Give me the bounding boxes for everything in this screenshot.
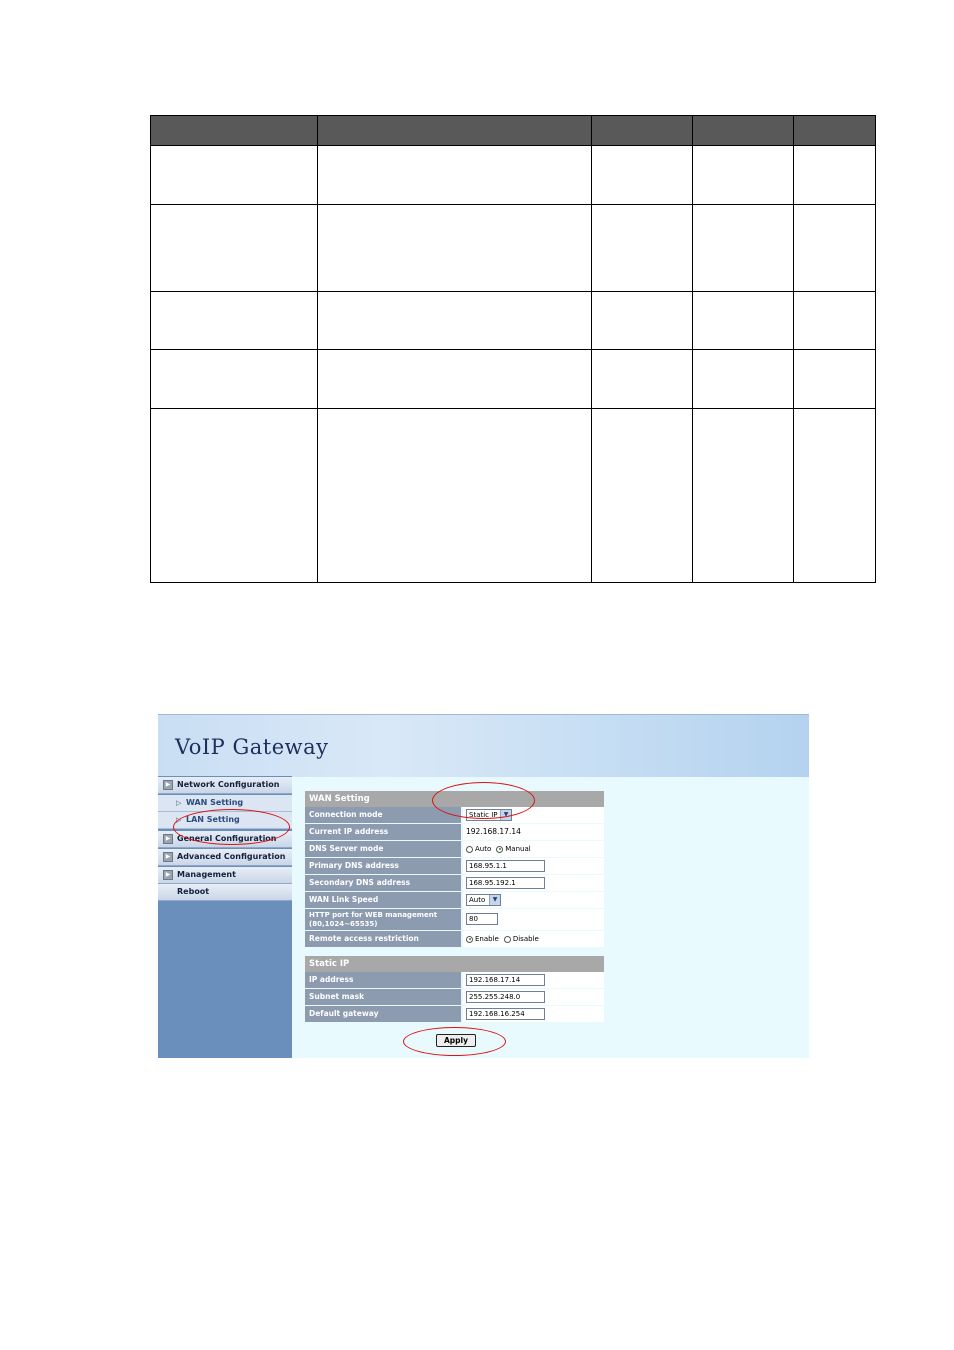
primary-dns-input[interactable]: 168.95.1.1 [466, 860, 545, 872]
static-ip-title: Static IP [305, 956, 604, 972]
current-ip-row [305, 824, 604, 841]
default-gateway-input[interactable]: 192.168.16.254 [466, 1008, 545, 1020]
static-ip-panel [305, 956, 604, 1023]
table-row [151, 205, 876, 292]
table-header-cell [318, 116, 592, 146]
connection-mode-label: Connection mode [305, 807, 461, 823]
secondary-dns-row [305, 875, 604, 892]
table-row [151, 292, 876, 350]
sidebar-item-label: Network Configuration [177, 780, 280, 789]
table-row [151, 146, 876, 205]
secondary-dns-input[interactable]: 168.95.192.1 [466, 877, 545, 889]
link-speed-select[interactable] [466, 894, 501, 906]
link-speed-cell [463, 892, 604, 908]
sidebar-item-label: Management [177, 870, 236, 879]
table-row [151, 409, 876, 583]
document-table [150, 115, 876, 583]
sidebar-item-network-configuration[interactable] [158, 777, 292, 794]
table-header-cell [794, 116, 876, 146]
remote-disable-radio[interactable] [504, 936, 511, 943]
secondary-dns-cell [463, 875, 604, 891]
sidebar-item-label: Advanced Configuration [177, 852, 286, 861]
voip-gateway-screenshot [158, 714, 809, 1058]
link-speed-label: WAN Link Speed [305, 892, 461, 908]
secondary-dns-label: Secondary DNS address [305, 875, 461, 891]
remote-access-cell [463, 931, 604, 947]
expand-arrow-icon: ▶ [163, 852, 173, 862]
chevron-down-icon: ▼ [500, 810, 511, 820]
highlight-ellipse [173, 809, 290, 845]
current-ip-value: 192.168.17.14 [463, 824, 604, 840]
sidebar-item-label: WAN Setting [186, 798, 244, 807]
default-gateway-cell [463, 1006, 604, 1022]
remote-enable-label: Enable [475, 935, 499, 943]
subnet-mask-label: Subnet mask [305, 989, 461, 1005]
apply-button[interactable]: Apply [436, 1034, 476, 1047]
dns-auto-radio[interactable] [466, 846, 473, 853]
default-gateway-row [305, 1006, 604, 1023]
banner [158, 714, 809, 777]
highlight-ellipse [432, 782, 535, 819]
dns-auto-label: Auto [475, 845, 492, 853]
dns-mode-cell [463, 841, 604, 857]
ip-address-input[interactable]: 192.168.17.14 [466, 974, 545, 986]
http-port-row [305, 909, 604, 931]
expand-arrow-icon: ▶ [163, 780, 173, 790]
connection-mode-value: Static IP [469, 811, 498, 819]
primary-dns-cell [463, 858, 604, 874]
ip-address-row [305, 972, 604, 989]
table-header-cell [151, 116, 318, 146]
http-port-cell [463, 909, 604, 930]
dns-manual-radio[interactable] [496, 846, 503, 853]
sidebar-item-label: General Configuration [177, 834, 277, 843]
sidebar-item-reboot[interactable] [158, 884, 292, 901]
expand-arrow-icon: ▶ [163, 834, 173, 844]
sidebar-item-management[interactable] [158, 867, 292, 884]
subnet-mask-cell [463, 989, 604, 1005]
subnet-mask-input[interactable]: 255.255.248.0 [466, 991, 545, 1003]
wan-setting-title: WAN Setting [305, 791, 604, 807]
expand-arrow-icon: ▶ [163, 870, 173, 880]
link-speed-row [305, 892, 604, 909]
dns-mode-row [305, 841, 604, 858]
remote-enable-radio[interactable] [466, 936, 473, 943]
current-ip-label: Current IP address [305, 824, 461, 840]
ip-address-cell [463, 972, 604, 988]
sidebar-item-label: Reboot [177, 887, 210, 896]
dns-mode-label: DNS Server mode [305, 841, 461, 857]
primary-dns-row [305, 858, 604, 875]
table-header-cell [592, 116, 693, 146]
table-row [151, 350, 876, 409]
highlight-ellipse [403, 1027, 506, 1056]
table-header-cell [693, 116, 794, 146]
remote-disable-label: Disable [512, 935, 539, 943]
link-speed-value: Auto [469, 896, 486, 904]
default-gateway-label: Default gateway [305, 1006, 461, 1022]
http-port-input[interactable]: 80 [466, 913, 498, 925]
http-port-label: HTTP port for WEB management (80,1024~65535) [305, 909, 461, 930]
chevron-down-icon: ▼ [489, 895, 500, 905]
banner-title: VoIP Gateway [175, 735, 329, 759]
dns-manual-label: Manual [505, 845, 531, 853]
table-header-row [151, 116, 876, 146]
subnet-mask-row [305, 989, 604, 1006]
sidebar-item-advanced-configuration[interactable] [158, 849, 292, 866]
primary-dns-label: Primary DNS address [305, 858, 461, 874]
triangle-right-icon: ▷ [176, 799, 182, 807]
remote-access-label: Remote access restriction [305, 931, 461, 947]
sidebar-item-label: LAN Setting [186, 815, 240, 824]
ip-address-label: IP address [305, 972, 461, 988]
triangle-right-icon: ▷ [176, 816, 182, 824]
remote-access-row [305, 931, 604, 948]
